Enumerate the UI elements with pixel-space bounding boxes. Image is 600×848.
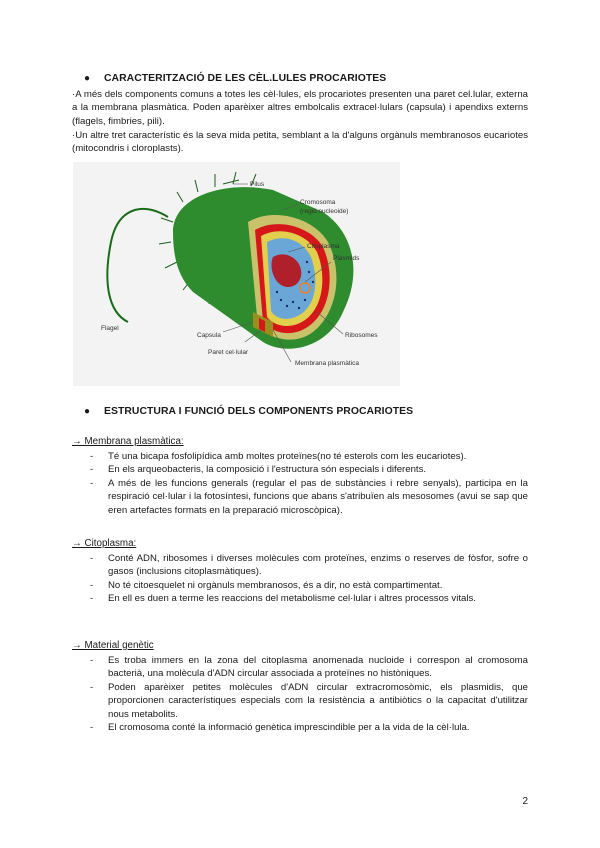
list-item: - En ell es duen a terme les reaccions del metabolisme cel·lular i altres processos vitals.	[90, 593, 476, 605]
section-title-membrane: → Membrana plasmàtica:	[72, 436, 184, 447]
label-ribosomes: Ribosomes	[345, 332, 378, 339]
bullet-icon: ●	[84, 406, 91, 417]
bullet-icon: ●	[84, 73, 91, 84]
label-membrane: Membrana plasmàtica	[295, 360, 359, 367]
heading-structure	[84, 406, 414, 417]
section-title-genetic-material: → Material genètic	[72, 640, 154, 651]
list-item: - Té una bicapa fosfolipídica amb moltes proteïnes(no té esterols com les eucariotes).	[90, 451, 467, 462]
label-capsule: Capsula	[197, 332, 221, 339]
list-item: - Conté ADN, ribosomes i diverses molècules com proteïnes, enzims o reserves de fòsfor, sofre o gasos (inclusions citoplasmàtiques).	[90, 553, 528, 578]
heading-text: CARACTERITZACIÓ DE LES CÈL.LULES PROCARIOTES	[104, 73, 387, 84]
list-item: - No té citoesquelet ni orgànuls membranosos, és a dir, no està compartimentat.	[90, 579, 443, 591]
label-flagellum: Flagel	[101, 325, 119, 332]
label-cell-wall: Paret cel·lular	[208, 349, 249, 356]
intro-paragraph-2: ·Un altre tret característic és la seva mida petita, semblant a la d'alguns orgànuls membranosos eucariotes (mitocondris i cloroplasts).	[72, 130, 528, 155]
list-item: - Poden aparèixer petites molècules d'ADN circular extracromosòmic, els plasmidis, que proporcionen característiques especials com la resistència a antibiòtics o la capacitat d'utilitzar nous metabolits.	[90, 681, 528, 720]
list-item: - En els arqueobacteris, la composició i l'estructura són especials i diferents.	[90, 464, 427, 476]
list-item: - El cromosoma conté la informació genètica imprescindible per a la vida de la cèl·lula.	[90, 722, 470, 734]
section-title-cytoplasm: → Citoplasma:	[72, 538, 137, 549]
label-plasmids: Plàsmids	[333, 255, 360, 262]
page-number: 2	[522, 796, 528, 807]
heading-text: ESTRUCTURA I FUNCIÓ DELS COMPONENTS PROCARIOTES	[104, 406, 414, 417]
label-chromosome: Cromosoma	[300, 199, 336, 206]
heading-characterization	[84, 73, 387, 84]
label-chromosome-region: (regió nucleoide)	[300, 208, 349, 215]
list-genetic-material	[72, 654, 528, 734]
flagellum-shape	[107, 209, 168, 322]
list-item: - Es troba immers en la zona del citoplasma anomenada nucloide i correspon al cromosoma bacterià, una molècula d'ADN circular associada a proteïnes no històniques.	[90, 655, 528, 680]
prokaryote-cell-diagram	[73, 162, 400, 386]
list-cytoplasm	[72, 552, 528, 606]
cell-illustration	[73, 162, 400, 386]
label-pilus: Pilus	[250, 181, 265, 188]
list-membrane	[72, 450, 528, 517]
label-cytoplasm: Citoplasma	[307, 243, 340, 250]
list-item: - A més de les funcions generals (regular el pas de substàncies i rebre senyals), participa en la respiració cel·lular i la fotosíntesi, funcions que abans s'atribuïen als mesosomes (avui se sap que eren artefactes formats en la preparació microscòpica).	[90, 477, 528, 516]
intro-paragraph-1: ·A més dels components comuns a totes les cèl·lules, els procariotes presenten una paret cel.lular, externa a la membrana plasmàtica. Poden aparèixer altres embolcalis extracel·lulars (capsula) i apendixs externs (flagels, fimbries, pili).	[72, 89, 528, 127]
